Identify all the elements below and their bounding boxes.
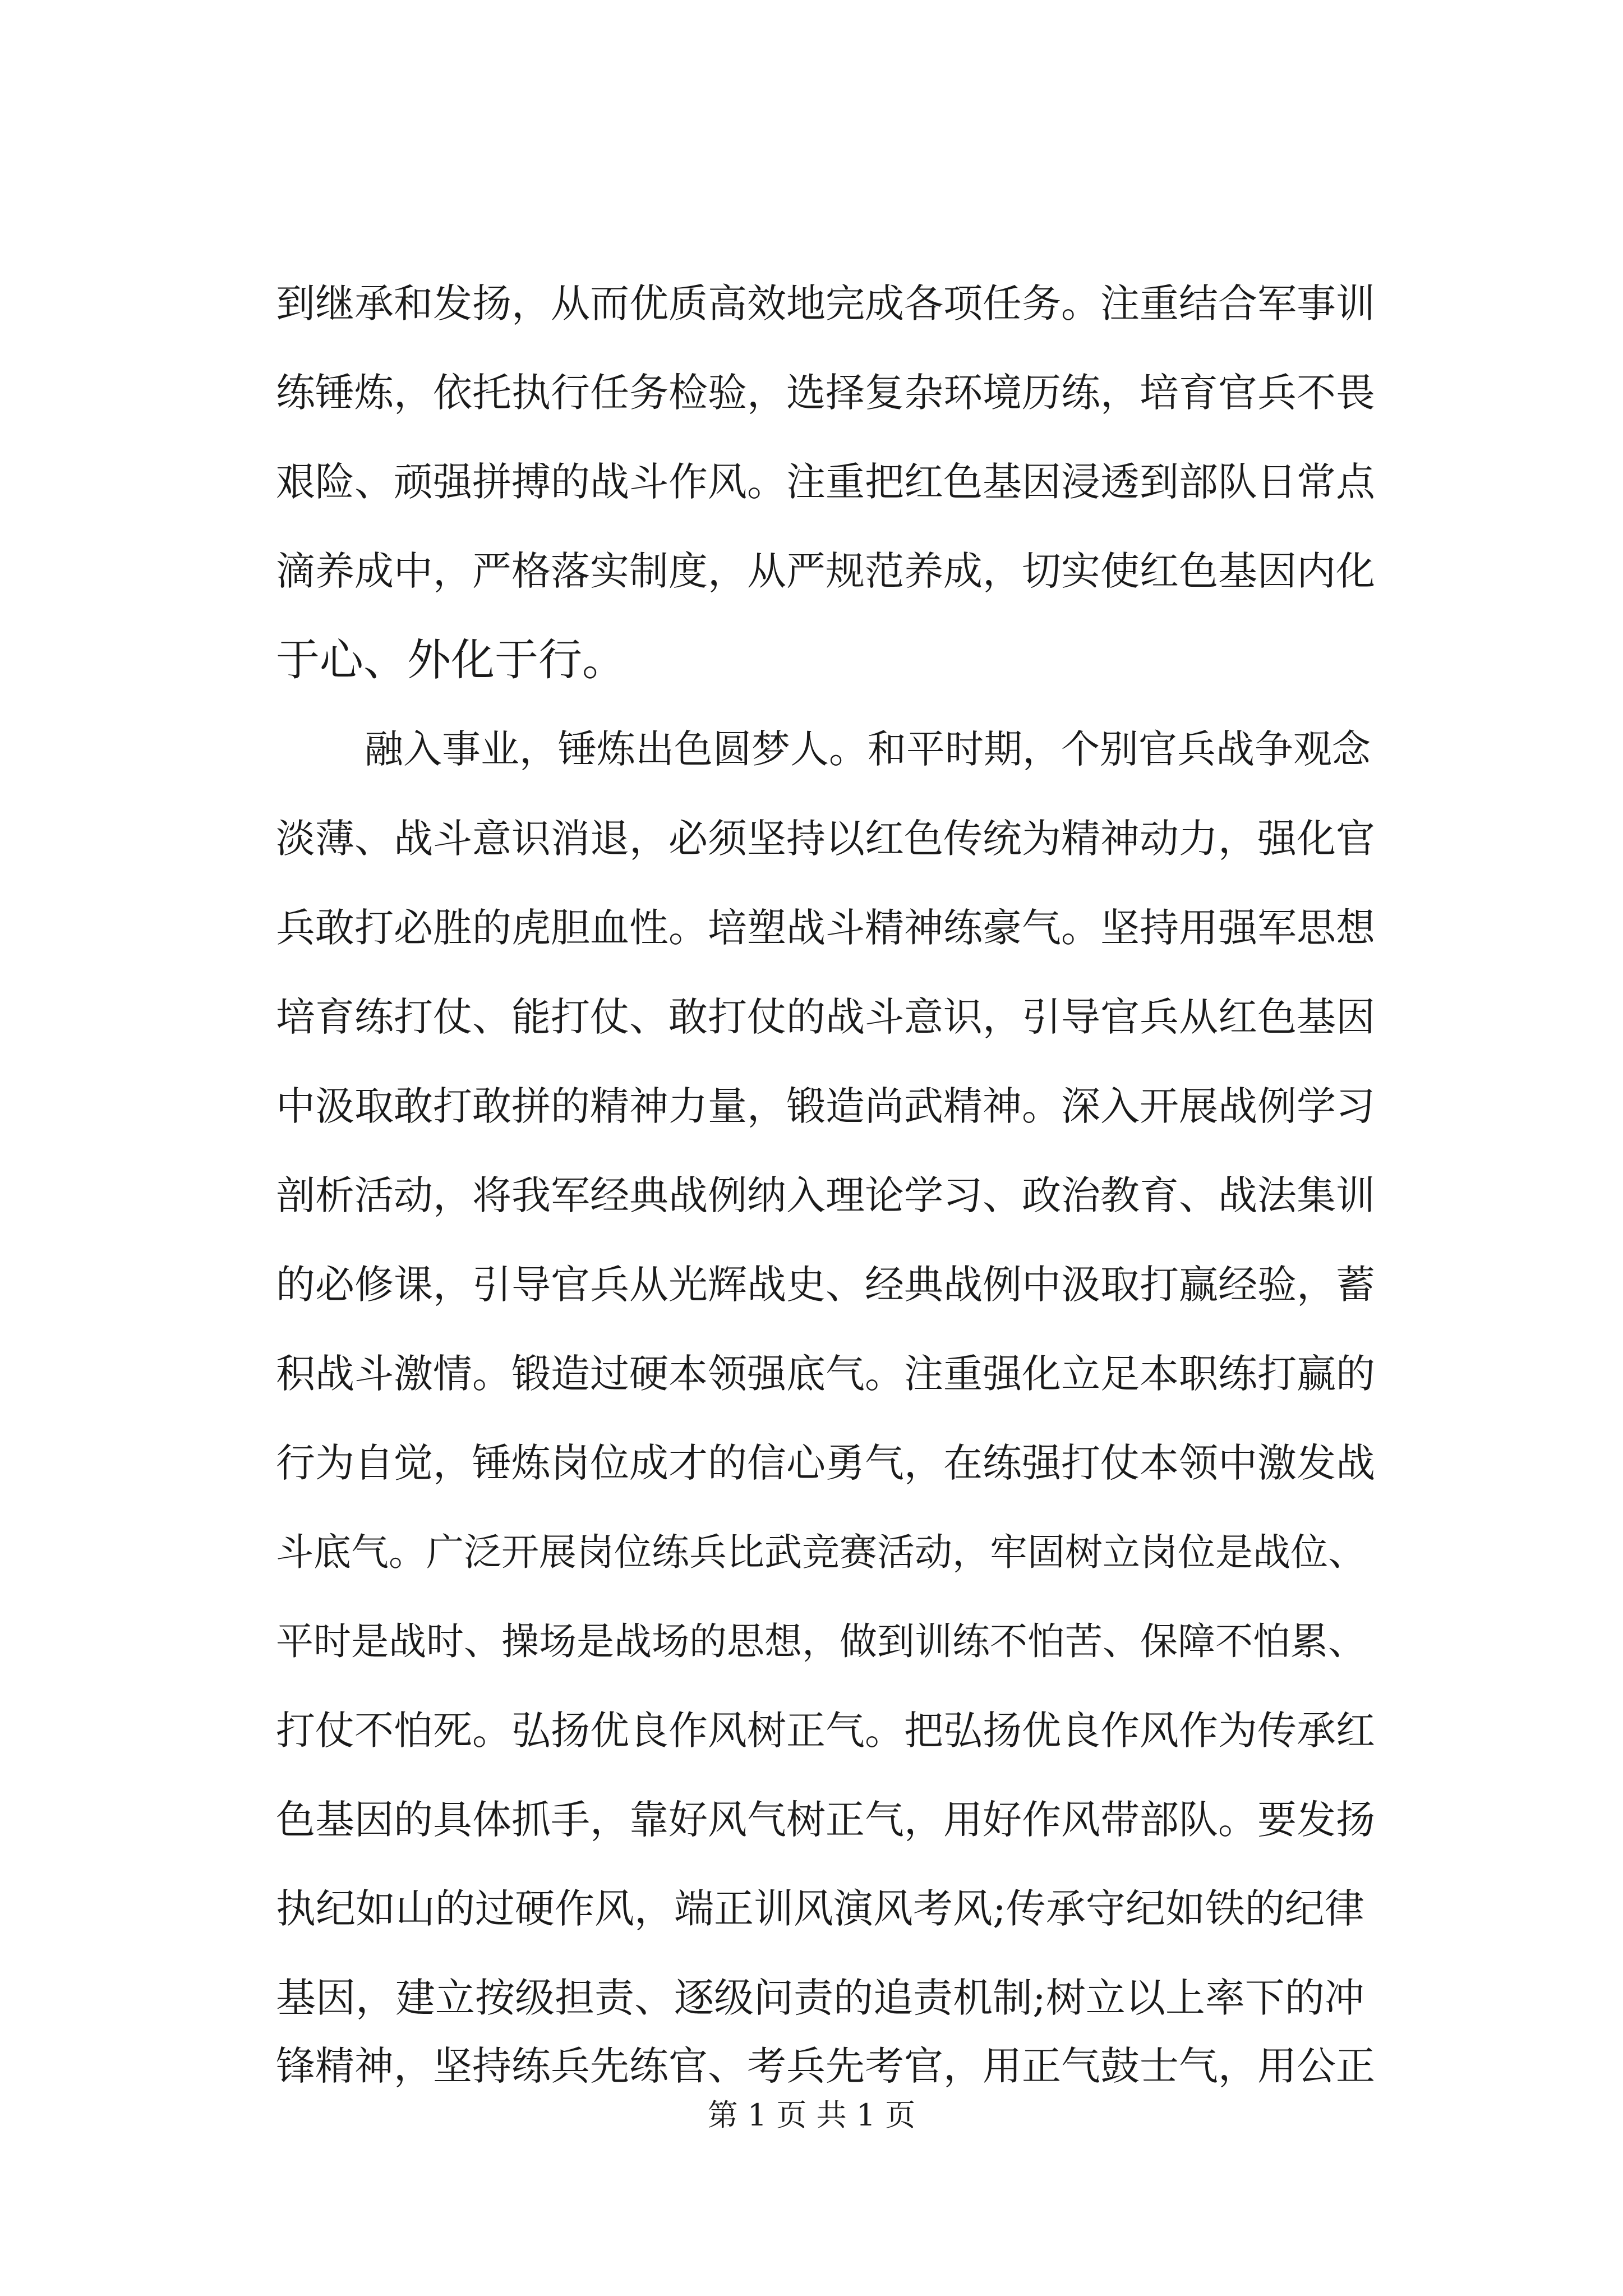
text-line: 兵敢打必胜的虎胆血性。培塑战斗精神练豪气。坚持用强军思想 xyxy=(276,905,1375,951)
text-line: 艰险、顽强拼搏的战斗作风。注重把红色基因浸透到部队日常点 xyxy=(276,459,1375,505)
text-line: 打仗不怕死。弘扬优良作风树正气。把弘扬优良作风作为传承红 xyxy=(276,1708,1375,1754)
text-line: 积战斗激情。锻造过硬本领强底气。注重强化立足本职练打赢的 xyxy=(276,1351,1375,1397)
text-line: 的必修课，引导官兵从光辉战史、经典战例中汲取打赢经验，蓄 xyxy=(276,1262,1375,1308)
text-line: 行为自觉，锤炼岗位成才的信心勇气，在练强打仗本领中激发战 xyxy=(276,1440,1375,1486)
text-line: 锋精神，坚持练兵先练官、考兵先考官，用正气鼓士气，用公正 xyxy=(276,2043,1375,2089)
text-line: 融入事业，锤炼出色圆梦人。和平时期，个别官兵战争观念 xyxy=(365,727,1371,772)
text-line: 斗底气。广泛开展岗位练兵比武竞赛活动，牢固树立岗位是战位、 xyxy=(276,1530,1366,1574)
text-line: 基因，建立按级担责、逐级问责的追责机制;树立以上率下的冲 xyxy=(276,1975,1364,2021)
text-line: 培育练打仗、能打仗、敢打仗的战斗意识，引导官兵从红色基因 xyxy=(276,994,1375,1040)
text-line: 于心、外化于行。 xyxy=(276,635,626,685)
text-line: 色基因的具体抓手，靠好风气树正气，用好作风带部队。要发扬 xyxy=(276,1797,1375,1843)
text-line: 中汲取敢打敢拼的精神力量，锻造尚武精神。深入开展战例学习 xyxy=(276,1083,1375,1129)
text-line: 剖析活动，将我军经典战例纳入理论学习、政治教育、战法集训 xyxy=(276,1172,1375,1218)
text-line: 练锤炼，依托执行任务检验，选择复杂环境历练，培育官兵不畏 xyxy=(276,370,1375,416)
text-line: 执纪如山的过硬作风，端正训风演风考风;传承守纪如铁的纪律 xyxy=(276,1885,1364,1932)
text-line: 淡薄、战斗意识消退，必须坚持以红色传统为精神动力，强化官 xyxy=(276,816,1375,862)
text-line: 滴养成中，严格落实制度，从严规范养成，切实使红色基因内化 xyxy=(276,548,1375,594)
page-footer: 第 1 页 共 1 页 xyxy=(707,2097,916,2133)
text-line: 平时是战时、操场是战场的思想，做到训练不怕苦、保障不怕累、 xyxy=(276,1619,1366,1663)
text-line: 到继承和发扬，从而优质高效地完成各项任务。注重结合军事训 xyxy=(276,280,1375,326)
